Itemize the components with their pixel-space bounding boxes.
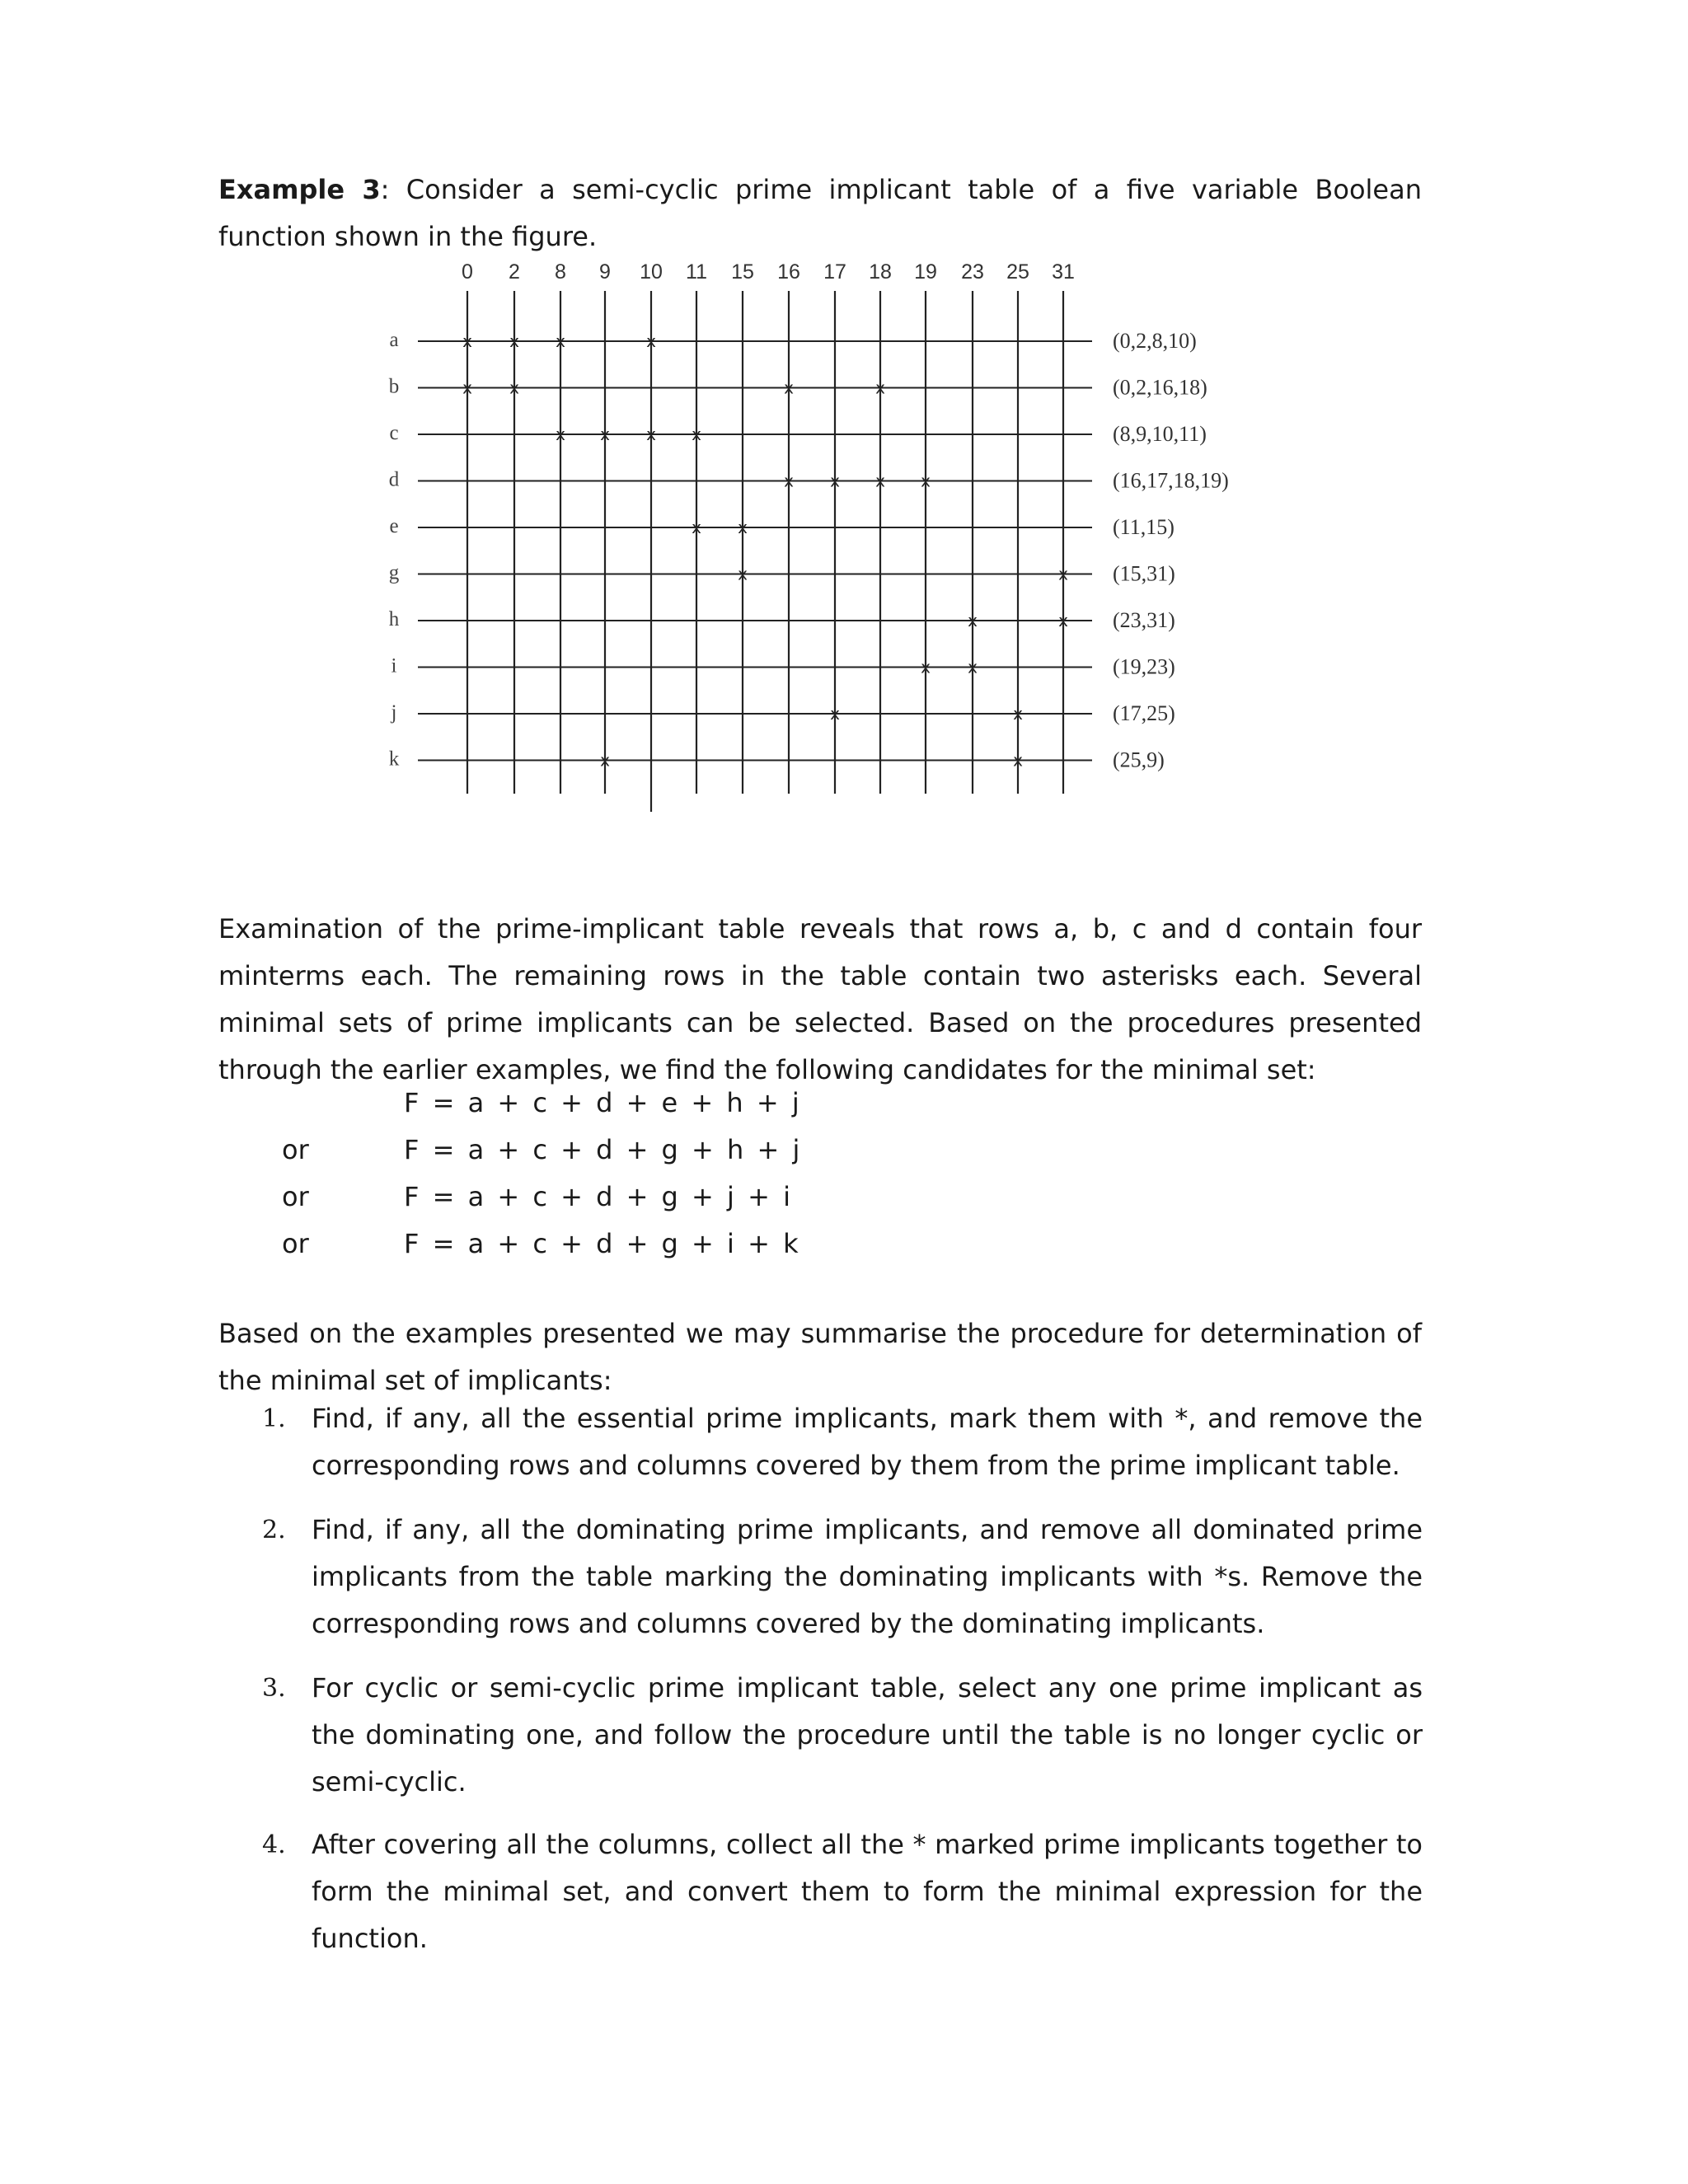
row-label: j [391, 701, 397, 724]
coverage-mark: x [462, 377, 472, 398]
coverage-mark: x [830, 471, 840, 491]
or-label: or [282, 1134, 309, 1165]
row-terms: (0,2,8,10) [1113, 329, 1197, 353]
coverage-mark: x [738, 564, 748, 584]
column-labels [462, 260, 1075, 284]
term-labels [1113, 329, 1229, 772]
coverage-mark: x [875, 471, 885, 491]
list-number: 3. [262, 1674, 286, 1703]
intro-text: : Consider a semi-cyclic prime implicant table of a five variable Boolean function shown in the figure. [218, 174, 1423, 252]
row-terms: (23,31) [1113, 608, 1175, 632]
row-terms: (0,2,16,18) [1113, 375, 1207, 400]
column-label: 2 [509, 260, 520, 284]
equation-row [282, 1221, 859, 1268]
coverage-mark: x [830, 704, 840, 724]
coverage-mark: x [738, 518, 748, 537]
row-terms: (17,25) [1113, 701, 1175, 725]
row-label: b [388, 375, 400, 398]
coverage-mark: x [1013, 750, 1023, 771]
equation: F = a + c + d + g + j + i [404, 1181, 793, 1212]
list-number: 4. [262, 1830, 286, 1859]
coverage-mark: x [600, 750, 610, 771]
or-label: or [282, 1228, 309, 1259]
equation-row [282, 1174, 859, 1221]
list-number: 1. [262, 1404, 286, 1433]
row-label: h [388, 608, 400, 630]
coverage-mark: x [509, 377, 519, 398]
or-label: or [282, 1181, 309, 1212]
row-terms: (25,9) [1113, 748, 1165, 772]
list-text: Find, if any, all the essential prime implicants, mark them with *, and remove the corresponding rows and columns covered by them from the prime implicant table. [312, 1403, 1423, 1481]
row-label: e [389, 515, 399, 537]
list-text: After covering all the columns, collect all the * marked prime implicants together to form the minimal set, and convert them to form the minimal expression for the function. [312, 1829, 1423, 1954]
row-label: i [391, 654, 397, 677]
coverage-mark: x [968, 611, 978, 630]
coverage-mark: x [784, 471, 794, 491]
coverage-mark: x [1013, 704, 1023, 724]
intro-paragraph [218, 166, 1422, 260]
row-label: a [389, 329, 399, 351]
coverage-mark: x [462, 331, 472, 351]
coverage-mark: x [968, 657, 978, 677]
row-terms: (8,9,10,11) [1113, 422, 1207, 446]
column-label: 15 [731, 260, 754, 284]
equation: F = a + c + d + e + h + j [404, 1087, 802, 1118]
column-label: 11 [686, 260, 707, 284]
list-number: 2. [262, 1516, 286, 1544]
column-label: 9 [599, 260, 611, 284]
coverage-mark: x [921, 471, 931, 491]
column-label: 10 [640, 260, 663, 284]
examination-paragraph: Examination of the prime-implicant table reveals that rows a, b, c and d contain four minterms each. The remaining rows in the table contain two asterisks each. Several minimal sets of prime implicants can be selected. Based on the procedures presented through the earlier examples, we find the following candidates for the minimal set: [218, 913, 1422, 1085]
coverage-mark: x [921, 657, 931, 677]
column-label: 0 [462, 260, 473, 284]
equation: F = a + c + d + g + h + j [404, 1134, 803, 1165]
coverage-mark: x [509, 331, 519, 351]
coverage-mark: x [784, 377, 794, 398]
row-terms: (19,23) [1113, 654, 1175, 679]
column-label: 25 [1006, 260, 1029, 284]
row-label: d [388, 468, 400, 491]
coverage-mark: x [556, 424, 565, 444]
row-terms: (16,17,18,19) [1113, 468, 1229, 493]
column-label: 17 [823, 260, 846, 284]
coverage-mark: x [646, 424, 656, 444]
row-label: g [388, 561, 400, 584]
column-label: 16 [777, 260, 800, 284]
column-label: 18 [869, 260, 892, 284]
column-label: 19 [914, 260, 937, 284]
coverage-mark: x [646, 331, 656, 351]
coverage-mark: x [556, 331, 565, 351]
column-label: 31 [1052, 260, 1075, 284]
example-label: Example 3 [218, 174, 381, 205]
equation-row [282, 1080, 859, 1127]
equation-row [282, 1127, 859, 1174]
prime-implicant-table [371, 254, 1278, 814]
row-labels [389, 329, 400, 771]
coverage-mark: x [1058, 611, 1068, 630]
summary-paragraph: Based on the examples presented we may summarise the procedure for determination of the minimal set of implicants: [218, 1318, 1422, 1396]
coverage-marks [462, 331, 1068, 771]
coverage-mark: x [875, 377, 885, 398]
row-label: k [388, 748, 400, 771]
list-text: For cyclic or semi-cyclic prime implicant table, select any one prime implicant as the dominating one, and follow the procedure until the table is no longer cyclic or semi-cyclic. [312, 1672, 1423, 1797]
column-label: 8 [555, 260, 566, 284]
row-terms: (15,31) [1113, 561, 1175, 586]
coverage-mark: x [600, 424, 610, 444]
coverage-mark: x [692, 424, 701, 444]
column-label: 23 [961, 260, 984, 284]
coverage-mark: x [692, 518, 701, 537]
table-grid [418, 291, 1092, 812]
equation: F = a + c + d + g + i + k [404, 1228, 801, 1259]
row-terms: (11,15) [1113, 515, 1175, 539]
coverage-mark: x [1058, 564, 1068, 584]
row-label: c [389, 422, 399, 444]
list-text: Find, if any, all the dominating prime implicants, and remove all dominated prime implicants from the table marking the dominating implicants with *s. Remove the corresponding rows and columns covered by the dominating implicants. [312, 1514, 1423, 1639]
